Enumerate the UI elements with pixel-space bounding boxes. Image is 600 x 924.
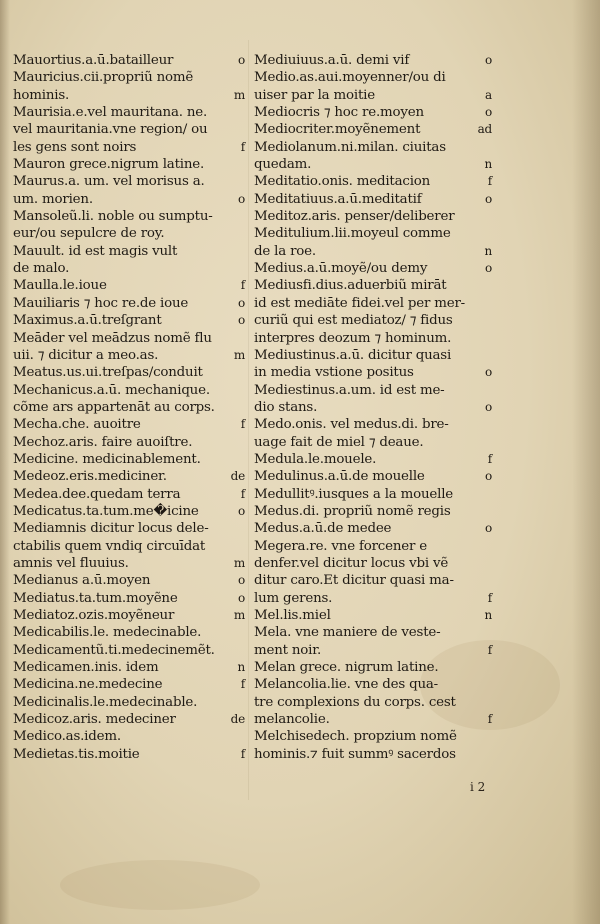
entry-text: Megera.re. vne forcener e (254, 538, 427, 554)
entry-text: Medicinalis.le.medecinable. (13, 694, 198, 710)
dictionary-line (13, 156, 245, 173)
entry-text: Meatus.us.ui.treſpas/conduit (13, 365, 203, 381)
gender-marker: o (484, 105, 492, 120)
dictionary-line (13, 225, 245, 242)
gender-marker: f (487, 712, 492, 727)
entry-text: Mauult. id est magis vult (13, 243, 178, 259)
gender-marker: o (237, 53, 245, 67)
dictionary-line (13, 87, 245, 104)
dictionary-line (13, 399, 245, 416)
entry-text: uage fait de miel ⁊ deaue. (254, 434, 424, 450)
gender-marker: o (484, 399, 492, 414)
gender-marker: ad (477, 122, 492, 137)
entry-text: ditur caro.Et dicitur quasi ma- (254, 573, 454, 589)
gender-marker: m (233, 555, 245, 570)
entry-text: Maurisia.e.vel mauritana. ne. (13, 105, 208, 121)
dictionary-line (13, 468, 245, 485)
dictionary-line (254, 260, 492, 277)
gender-marker: f (240, 486, 245, 501)
dictionary-line (254, 295, 492, 312)
entry-text: Medullitꝰ.iusques a la mouelle (254, 486, 454, 502)
entry-text: Medicabilis.le. medecinable. (13, 625, 202, 641)
gender-marker: o (237, 590, 245, 605)
entry-text: Medicoz.aris. medeciner (13, 712, 176, 728)
entry-text: melancolie. (254, 712, 330, 728)
gender-marker: f (487, 590, 492, 605)
entry-text: ment noir. (254, 642, 322, 658)
gender-marker: m (233, 347, 245, 362)
entry-text: Mechoz.aris. faire auoiſtre. (13, 434, 193, 450)
entry-text: um. morien. (13, 191, 93, 207)
entry-text: Mediusfi.dius.aduerbiũ mirāt (254, 278, 447, 294)
dictionary-line (254, 468, 492, 485)
gender-marker: f (487, 642, 492, 657)
entry-text: Mediestinus.a.um. id est me- (254, 382, 445, 398)
page-edge-shadow (572, 0, 600, 924)
dictionary-line (254, 173, 492, 190)
entry-text: Medo.onis. vel medus.di. bre- (254, 417, 449, 433)
entry-text: Medietas.tis.moitie (13, 746, 140, 762)
entry-text: Medico.as.idem. (13, 729, 121, 745)
dictionary-line (13, 382, 245, 399)
dictionary-line (13, 173, 245, 190)
dictionary-line (13, 572, 245, 589)
dictionary-line (13, 191, 245, 208)
gender-marker: o (484, 365, 492, 380)
dictionary-line (254, 382, 492, 399)
entry-text: vel mauritania.vne region/ ou (13, 122, 208, 138)
signature-mark: i 2 (470, 780, 486, 794)
left-column (13, 52, 245, 763)
dictionary-line (13, 312, 245, 329)
gender-marker: o (237, 573, 245, 588)
gender-marker: n (484, 157, 492, 172)
dictionary-line (254, 364, 492, 381)
dictionary-line (13, 451, 245, 468)
entry-text: Mechanicus.a.ū. mechanique. (13, 382, 210, 398)
dictionary-line (254, 208, 492, 225)
entry-text: Mauortius.a.ū.batailleur (13, 53, 174, 68)
dictionary-line (13, 347, 245, 364)
entry-text: Medicamentũ.ti.medecinemẽt. (13, 642, 215, 658)
entry-text: uii. ⁊ dicitur a meo.as. (13, 347, 159, 363)
entry-text: Mediamnis dicitur locus dele- (13, 521, 209, 537)
entry-text: Mauron grece.nigrum latine. (13, 157, 205, 173)
entry-text: Mecha.che. auoitre (13, 417, 141, 433)
entry-text: Medeoz.eris.mediciner. (13, 469, 167, 485)
dictionary-line (13, 728, 245, 745)
paper-stain (60, 860, 260, 910)
dictionary-line (254, 139, 492, 156)
entry-text: hominis.⁊ fuit summꝰ sacerdos (254, 746, 456, 762)
dictionary-line (13, 139, 245, 156)
entry-text: de la roe. (254, 243, 316, 259)
entry-text: dio stans. (254, 399, 318, 415)
dictionary-line (254, 659, 492, 676)
gender-marker: o (237, 313, 245, 328)
gender-marker: f (240, 278, 245, 293)
entry-text: Medus.di. propriũ nomẽ regis (254, 503, 451, 519)
dictionary-line (13, 711, 245, 728)
entry-text: Meditatio.onis. meditacion (254, 174, 431, 190)
dictionary-line (13, 520, 245, 537)
entry-text: Melancolia.lie. vne des qua- (254, 677, 438, 693)
dictionary-line (13, 52, 245, 69)
dictionary-line (13, 104, 245, 121)
entry-text: Maulla.le.ioue (13, 278, 107, 294)
entry-text: Maurus.a. um. vel morisus a. (13, 174, 205, 190)
spine-shadow (0, 0, 10, 924)
dictionary-line (13, 642, 245, 659)
dictionary-line (13, 590, 245, 607)
gender-marker: o (484, 191, 492, 206)
entry-text: quedam. (254, 157, 312, 173)
dictionary-line (254, 191, 492, 208)
entry-text: Medula.le.mouele. (254, 451, 377, 467)
entry-text: Mediustinus.a.ū. dicitur quasi (254, 347, 452, 363)
gender-marker: o (484, 469, 492, 484)
gender-marker: o (484, 261, 492, 276)
dictionary-line (254, 330, 492, 347)
dictionary-line (254, 312, 492, 329)
dictionary-line (13, 330, 245, 347)
gender-marker: m (233, 87, 245, 102)
dictionary-line (254, 243, 492, 260)
entry-text: lum gerens. (254, 590, 333, 606)
entry-text: Medicine. medicinablement. (13, 451, 201, 467)
entry-text: Medicamen.inis. idem (13, 660, 159, 676)
entry-text: Medianus a.ū.moyen (13, 573, 151, 589)
dictionary-line (13, 208, 245, 225)
dictionary-line (254, 87, 492, 104)
gender-marker: f (240, 677, 245, 692)
gender-marker: o (237, 295, 245, 310)
dictionary-line (13, 295, 245, 312)
dictionary-line (13, 676, 245, 693)
dictionary-line (13, 69, 245, 86)
gender-marker: o (484, 53, 492, 67)
dictionary-line (254, 572, 492, 589)
dictionary-line (254, 711, 492, 728)
right-column (254, 52, 492, 763)
entry-text: Meditulium.lii.moyeul comme (254, 226, 451, 242)
dictionary-line (254, 156, 492, 173)
dictionary-line (254, 416, 492, 433)
dictionary-line (13, 659, 245, 676)
dictionary-line (254, 676, 492, 693)
entry-text: Mediuiuus.a.ū. demi vif (254, 53, 410, 68)
gender-marker: f (240, 746, 245, 761)
entry-text: Mel.lis.miel (254, 608, 331, 623)
dictionary-line (13, 243, 245, 260)
entry-text: Mediocriter.moyẽnement (254, 122, 421, 138)
column-gutter (248, 40, 249, 800)
entry-text: in media vstione positus (254, 365, 414, 381)
dictionary-line (13, 607, 245, 624)
dictionary-line (254, 486, 492, 503)
dictionary-line (254, 555, 492, 572)
gender-marker: m (233, 608, 245, 622)
entry-text: ctabilis quem vndiq circuīdat (13, 538, 206, 554)
entry-text: cõme ars appartenāt au corps. (13, 399, 215, 415)
dictionary-line (254, 347, 492, 364)
gender-marker: f (240, 139, 245, 154)
dictionary-line (254, 52, 492, 69)
entry-text: Maximus.a.ū.treſgrant (13, 313, 162, 329)
dictionary-line (254, 520, 492, 537)
entry-text: Mauiliaris ⁊ hoc re.de ioue (13, 295, 189, 311)
dictionary-line (254, 607, 492, 624)
entry-text: les gens sont noirs (13, 139, 137, 155)
entry-text: denfer.vel dicitur locus vbi vẽ (254, 555, 449, 571)
entry-text: Melan grece. nigrum latine. (254, 660, 439, 676)
entry-text: eur/ou sepulcre de roy. (13, 226, 165, 242)
dictionary-line (13, 434, 245, 451)
entry-text: tre complexions du corps. cest (254, 694, 456, 710)
dictionary-line (13, 486, 245, 503)
dictionary-line (254, 104, 492, 121)
dictionary-line (254, 642, 492, 659)
entry-text: amnis vel fluuius. (13, 555, 129, 571)
entry-text: Mediocris ⁊ hoc re.moyen (254, 105, 424, 121)
gender-marker: n (484, 243, 492, 258)
gender-marker: n (237, 660, 245, 675)
entry-text: id est mediāte fidei.vel per mer- (254, 295, 465, 311)
dictionary-line (13, 538, 245, 555)
entry-text: Medulinus.a.ū.de mouelle (254, 469, 425, 485)
dictionary-line (254, 69, 492, 86)
dictionary-line (13, 121, 245, 138)
dictionary-line (254, 503, 492, 520)
entry-text: Mansoleũ.li. noble ou sumptu- (13, 209, 213, 225)
dictionary-line (13, 555, 245, 572)
dictionary-line (254, 538, 492, 555)
dictionary-line (13, 624, 245, 641)
dictionary-line (254, 121, 492, 138)
dictionary-line (254, 728, 492, 745)
entry-text: Mediolanum.ni.milan. ciuitas (254, 139, 446, 155)
dictionary-line (254, 277, 492, 294)
dictionary-line (13, 416, 245, 433)
entry-text: interpres deozum ⁊ hominum. (254, 330, 452, 346)
entry-text: Medicatus.ta.tum.me�icine (13, 503, 199, 519)
gender-marker: n (484, 608, 492, 622)
dictionary-line (254, 746, 492, 763)
entry-text: Mauricius.cii.propriũ nomẽ (13, 70, 194, 86)
entry-text: uiser par la moitie (254, 87, 375, 103)
entry-text: Melchisedech. propzium nomẽ (254, 729, 457, 745)
dictionary-line (13, 503, 245, 520)
gender-marker: o (484, 521, 492, 536)
gender-marker: f (240, 417, 245, 432)
dictionary-line (254, 590, 492, 607)
gender-marker: de (230, 712, 245, 727)
dictionary-line (254, 434, 492, 451)
entry-text: de malo. (13, 261, 70, 277)
gender-marker: de (230, 469, 245, 484)
entry-text: Mela. vne maniere de veste- (254, 625, 441, 641)
dictionary-line (13, 260, 245, 277)
dictionary-line (13, 746, 245, 763)
entry-text: Medio.as.aui.moyenner/ou di (254, 70, 446, 86)
entry-text: Meāder vel meādzus nomẽ flu (13, 330, 212, 346)
gender-marker: o (237, 191, 245, 206)
entry-text: Medus.a.ū.de medee (254, 521, 392, 537)
dictionary-line (13, 277, 245, 294)
dictionary-line (13, 694, 245, 711)
entry-text: Medius.a.ū.moyẽ/ou demy (254, 261, 428, 277)
dictionary-line (13, 364, 245, 381)
gender-marker: o (237, 503, 245, 518)
dictionary-line (254, 399, 492, 416)
dictionary-line (254, 624, 492, 641)
gender-marker: f (487, 174, 492, 189)
entry-text: curiũ qui est mediatoz/ ⁊ fidus (254, 313, 453, 329)
gender-marker: f (487, 451, 492, 466)
gender-marker: a (485, 87, 492, 102)
entry-text: Medea.dee.quedam terra (13, 486, 181, 502)
entry-text: Meditoz.aris. penser/deliberer (254, 209, 455, 225)
entry-text: Mediatus.ta.tum.moyẽne (13, 590, 178, 606)
entry-text: Mediatoz.ozis.moyẽneur (13, 608, 175, 623)
dictionary-line (254, 225, 492, 242)
entry-text: Medicina.ne.medecine (13, 677, 163, 693)
entry-text: Meditatiuus.a.ū.meditatif (254, 191, 422, 207)
dictionary-line (254, 451, 492, 468)
entry-text: hominis. (13, 87, 70, 103)
dictionary-line (254, 694, 492, 711)
